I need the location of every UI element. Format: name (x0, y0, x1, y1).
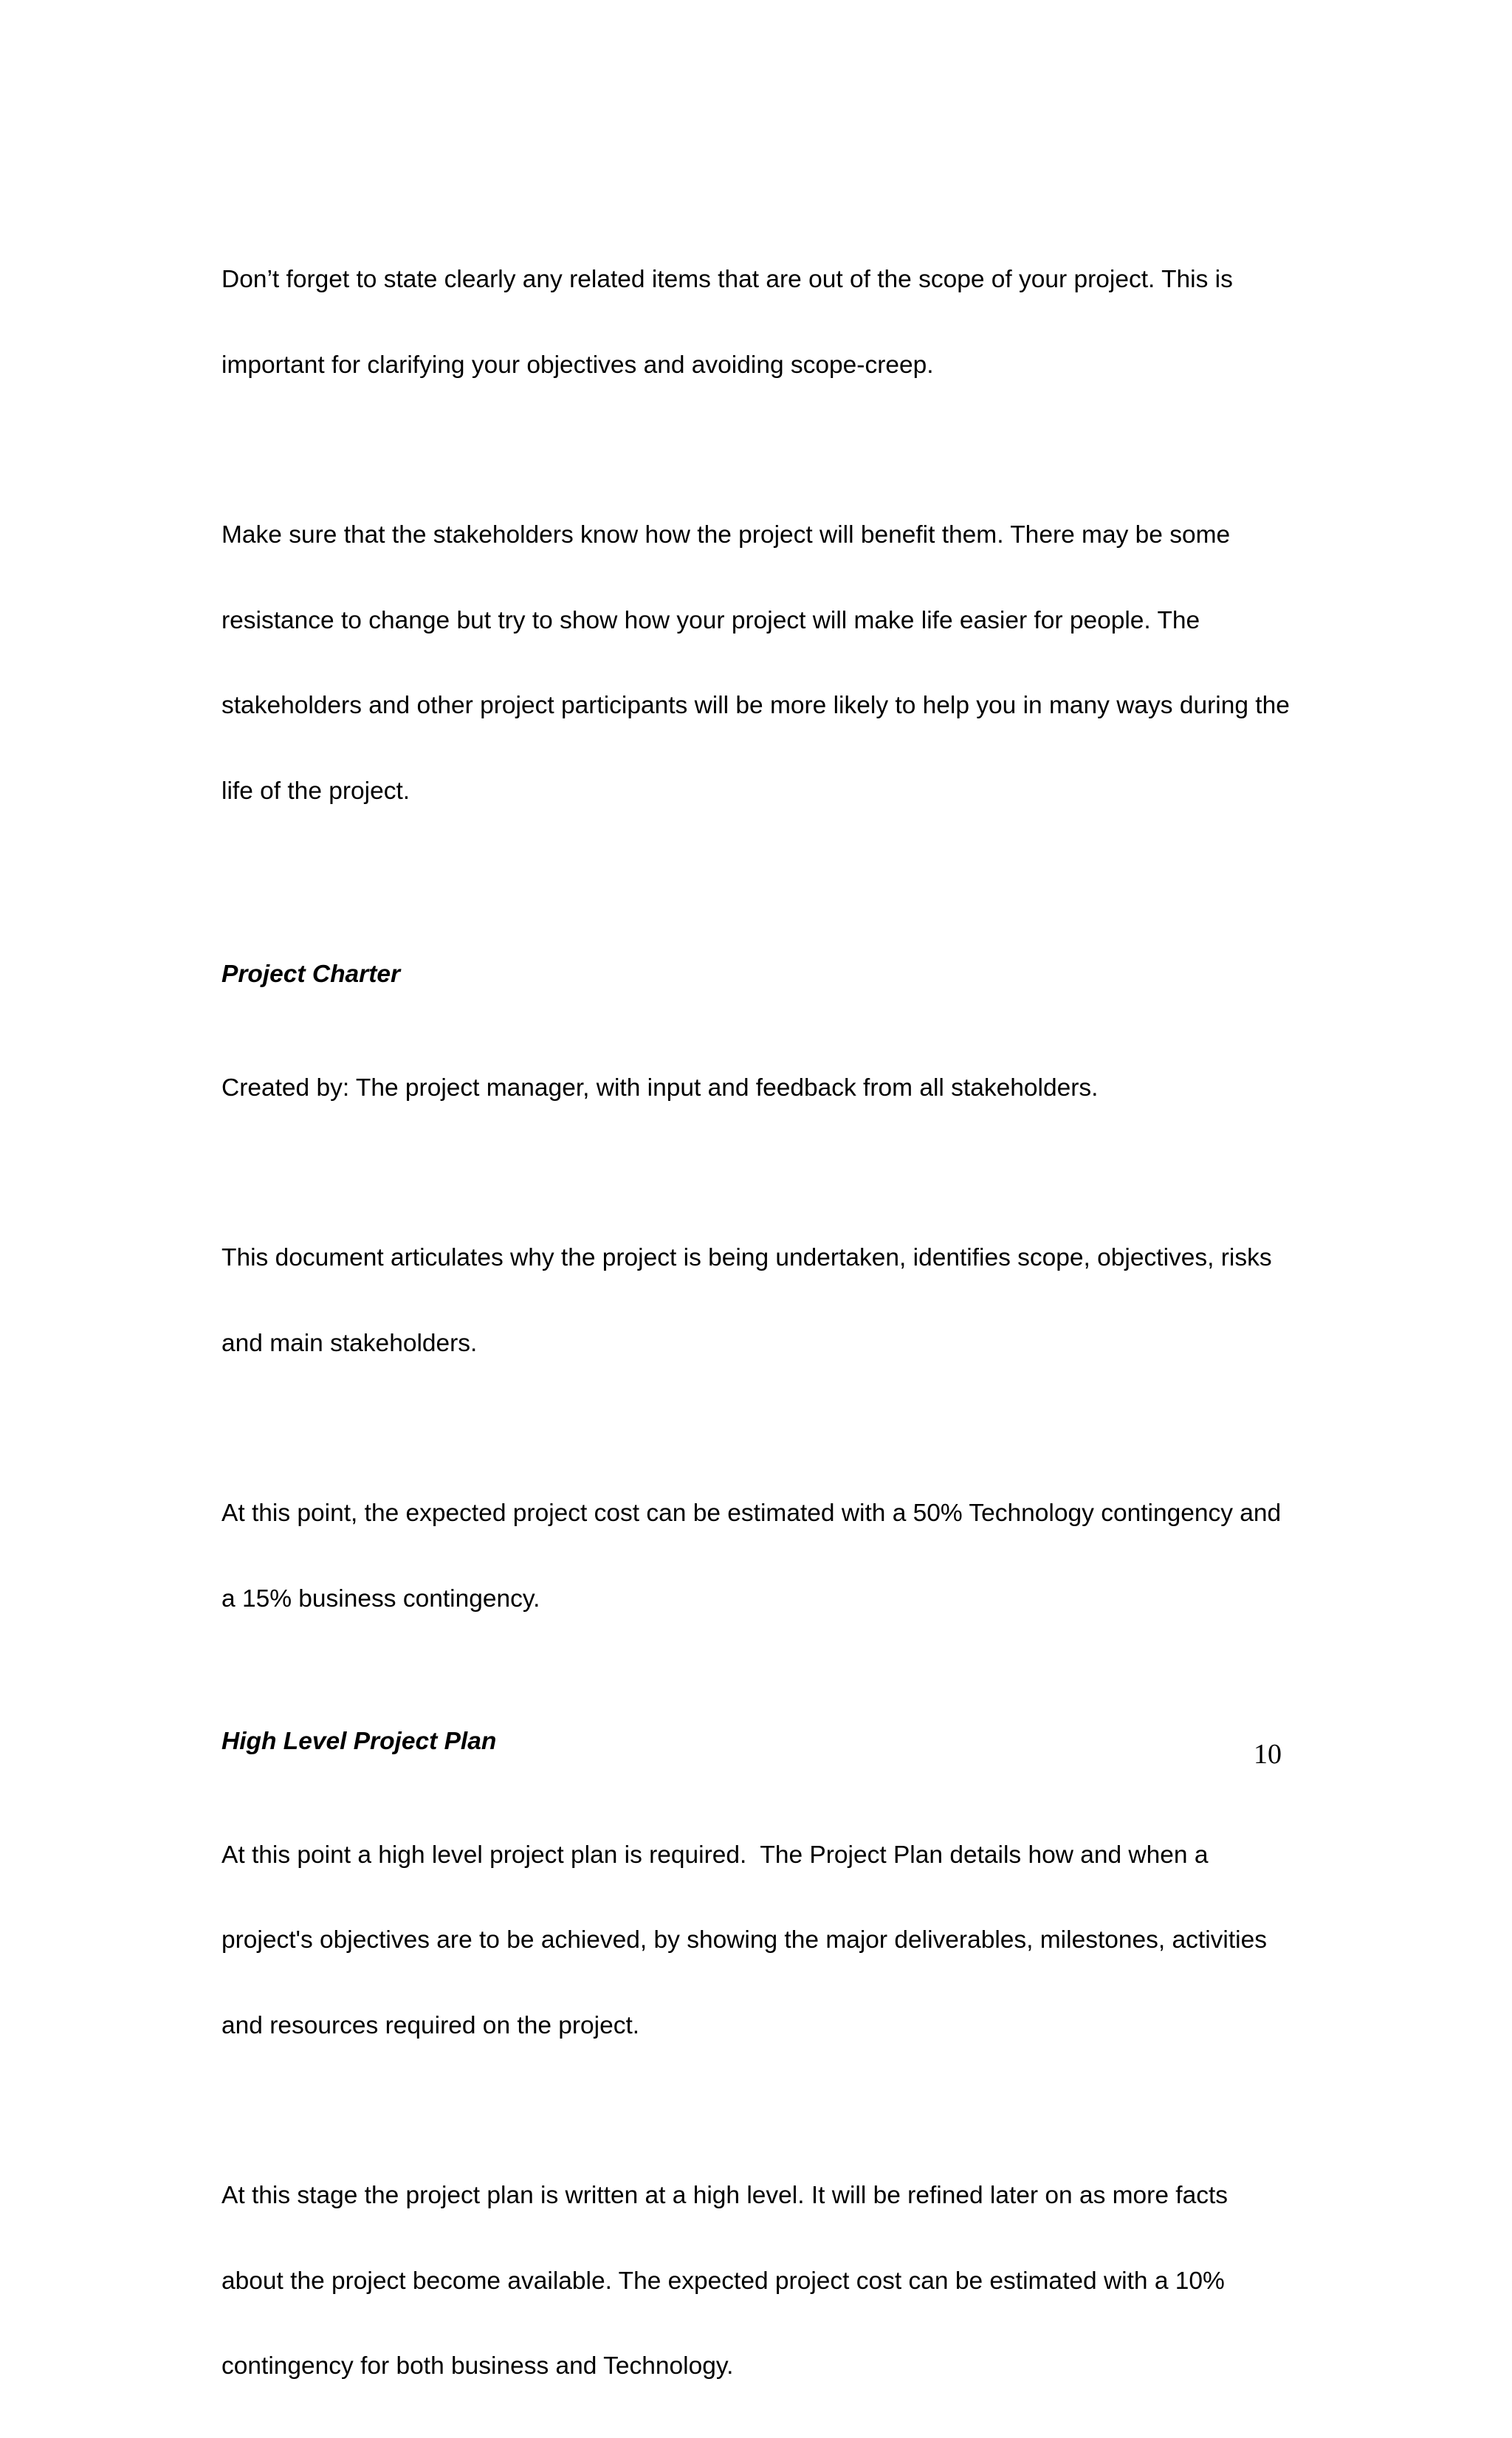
text-line: life of the project. (221, 777, 410, 805)
text-line: Don’t forget to state clearly any related items that are out of the scope of your project. This is (221, 266, 1233, 293)
text-line: contingency for both business and Technology. (221, 2352, 734, 2380)
text-line: resistance to change but try to show how your project will make life easier for people. The (221, 606, 1200, 634)
paragraph-plan-required (221, 1785, 1299, 2098)
text-line: a 15% business contingency. (221, 1584, 540, 1613)
paragraph-stakeholder-benefit (221, 464, 1299, 862)
document-page (221, 209, 1299, 2438)
paragraph-charter-description (221, 1187, 1299, 1415)
text-line: At this point a high level project plan is required. The Project Plan details how and when a (221, 1841, 1209, 1869)
text-line: At this stage the project plan is written at a high level. It will be refined later on as more facts (221, 2182, 1228, 2209)
section-heading-project-charter: Project Charter (221, 961, 401, 988)
paragraph-charter-cost (221, 1443, 1299, 1670)
text-line: stakeholders and other project participants will be more likely to help you in many ways during the (221, 692, 1290, 719)
paragraph-charter-created-by (221, 1017, 1299, 1160)
text-line: This document articulates why the project is being undertaken, identifies scope, objectives, risks (221, 1244, 1272, 1271)
text-line: Make sure that the stakeholders know how the project will benefit them. There may be some (221, 521, 1231, 549)
text-line: and resources required on the project. (221, 2011, 640, 2039)
paragraph-scope (221, 209, 1299, 436)
paragraph-plan-refinement (221, 2125, 1299, 2438)
text-line: important for clarifying your objectives and avoiding scope-creep. (221, 351, 934, 379)
text-line: Created by: The project manager, with input and feedback from all stakeholders. (221, 1074, 1099, 1102)
text-line: project's objectives are to be achieved, by showing the major deliverables, milestones, activities (221, 1926, 1267, 1954)
page-number: 10 (1254, 1739, 1282, 1770)
text-line: and main stakeholders. (221, 1329, 478, 1357)
text-line: At this point, the expected project cost can be estimated with a 50% Technology contingency and (221, 1500, 1282, 1527)
text-line: about the project become available. The expected project cost can be estimated with a 10% (221, 2267, 1225, 2295)
section-heading-high-level-project-plan: High Level Project Plan (221, 1728, 497, 1755)
